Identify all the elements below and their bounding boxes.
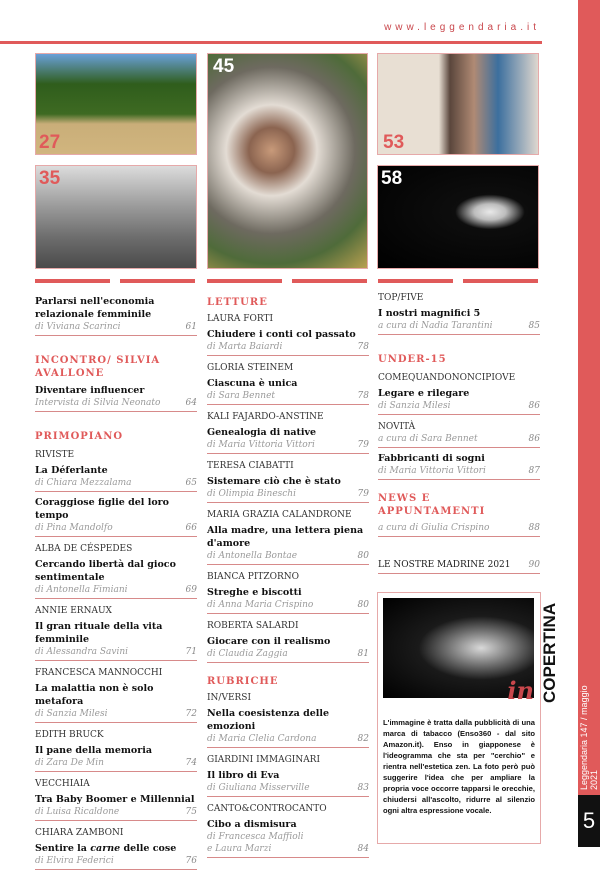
toc-title[interactable]: Coraggiose figlie del loro tempo (35, 497, 169, 521)
toc-page: 75 (185, 807, 197, 817)
toc-page: 66 (185, 523, 197, 533)
toc-byline: di Antonella Fimiani 69 (35, 584, 197, 599)
photo-page-number: 58 (381, 168, 403, 189)
toc-page: 80 (357, 551, 369, 561)
photo-woman-sack[interactable] (207, 53, 368, 269)
toc-title[interactable]: Giocare con il realismo (207, 636, 331, 647)
copertina-label: COPERTINA (540, 602, 559, 703)
toc-byline: di Pina Mandolfo 66 (35, 522, 197, 537)
toc-title[interactable]: Ciascuna è unica (207, 378, 298, 389)
toc-byline: di Luisa Ricaldone 75 (35, 806, 197, 821)
toc-title[interactable]: Cercando libertà dal gioco sentimentale (35, 559, 176, 583)
toc-page: 88 (528, 523, 540, 533)
separator-bar (35, 279, 110, 283)
section-heading-primopiano: PRIMOPIANO (35, 431, 124, 442)
toc-title[interactable]: Sistemare ciò che è stato (207, 476, 341, 487)
toc-byline: Intervista di Silvia Neonato 64 (35, 397, 197, 412)
toc-byline: a cura di Nadia Tarantini 85 (378, 320, 540, 335)
toc-page: 79 (357, 489, 369, 499)
toc-byline: di Viviana Scarinci 61 (35, 321, 197, 336)
toc-byline: di Claudia Zaggia 81 (207, 648, 369, 663)
toc-kicker: TOP/FIVE (378, 293, 424, 303)
toc-byline: di Maria Vittoria Vittori 87 (378, 465, 540, 480)
toc-kicker: BIANCA PITZORNO (207, 572, 300, 582)
toc-kicker: TERESA CIABATTI (207, 461, 294, 471)
toc-byline: di Maria Vittoria Vittori 79 (207, 439, 369, 454)
separator-bar (463, 279, 538, 283)
section-heading-under15: UNDER-15 (378, 354, 447, 365)
toc-page: 78 (357, 391, 369, 401)
separator-bar (207, 279, 282, 283)
toc-byline: di Alessandra Savini 71 (35, 646, 197, 661)
toc-kicker: ANNIE ERNAUX (35, 606, 112, 616)
toc-page: 69 (185, 585, 197, 595)
toc-title[interactable]: Nella coesistenza delle emozioni (207, 708, 330, 732)
toc-kicker: LAURA FORTI (207, 314, 273, 324)
toc-title[interactable]: Tra Baby Boomer e Millennial (35, 794, 195, 805)
toc-kicker: VECCHIAIA (35, 779, 90, 789)
toc-page: 80 (357, 600, 369, 610)
toc-title[interactable]: Diventare influencer (35, 385, 145, 396)
toc-title[interactable]: Sentire la carne delle cose (35, 843, 177, 854)
toc-byline: e Laura Marzi 84 (207, 843, 369, 858)
toc-byline: di Olimpia Bineschi 79 (207, 488, 369, 503)
toc-page: 64 (185, 398, 197, 408)
toc-byline: a cura di Giulia Crispino 88 (378, 522, 540, 537)
toc-page: 78 (357, 342, 369, 352)
toc-title[interactable]: Legare e rilegare (378, 388, 470, 399)
photo-page-number: 35 (39, 168, 61, 189)
toc-kicker: CANTO&CONTROCANTO (207, 804, 327, 814)
site-url[interactable]: www.leggendaria.it (384, 22, 540, 33)
toc-byline: di Antonella Bontae 80 (207, 550, 369, 565)
section-heading-rubriche: RUBRICHE (207, 676, 279, 687)
toc-kicker: KALI FAJARDO-ANSTINE (207, 412, 324, 422)
toc-madrine[interactable]: LE NOSTRE MADRINE 2021 90 (378, 559, 540, 574)
toc-title[interactable]: La Déferlante (35, 465, 108, 476)
toc-kicker: EDITH BRUCK (35, 730, 104, 740)
toc-page: 82 (357, 734, 369, 744)
toc-page: 83 (357, 783, 369, 793)
toc-title[interactable]: Chiudere i conti col passato (207, 329, 356, 340)
section-heading-incontro: INCONTRO/ SILVIA AVALLONE (35, 355, 161, 379)
toc-byline: di Sara Bennet 78 (207, 390, 369, 405)
photo-page-number: 53 (383, 132, 405, 153)
toc-page: 86 (528, 401, 540, 411)
toc-page: 74 (185, 758, 197, 768)
toc-page: 87 (528, 466, 540, 476)
side-bar (578, 0, 600, 847)
toc-page: 71 (185, 647, 197, 657)
separator-bar (378, 279, 453, 283)
toc-kicker: IN/VERSI (207, 693, 252, 703)
toc-kicker: CHIARA ZAMBONI (35, 828, 124, 838)
toc-title[interactable]: Streghe e biscotti (207, 587, 302, 598)
toc-title[interactable]: Fabbricanti di sogni (378, 453, 485, 464)
toc-column-2 (207, 292, 369, 862)
toc-title[interactable]: Il gran rituale della vita femminile (35, 621, 163, 645)
separator-bar (120, 279, 195, 283)
page-number: 5 (578, 795, 600, 847)
toc-title[interactable]: I nostri magnifici 5 (378, 308, 481, 319)
toc-title[interactable]: Alla madre, una lettera piena d'amore (207, 525, 364, 549)
photo-page-number: 45 (213, 56, 235, 77)
toc-title[interactable]: Cibo a dismisura (207, 819, 297, 830)
toc-page: 90 (528, 560, 540, 570)
toc-page: 81 (357, 649, 369, 659)
toc-byline: di Anna Maria Crispino 80 (207, 599, 369, 614)
toc-byline: di Giuliana Misserville 83 (207, 782, 369, 797)
toc-page: 79 (357, 440, 369, 450)
cover-box (377, 592, 541, 844)
toc-byline: di Maria Clelia Cardona 82 (207, 733, 369, 748)
toc-title[interactable]: Genealogia di native (207, 427, 317, 438)
toc-page: 86 (528, 434, 540, 444)
toc-kicker: ROBERTA SALARDI (207, 621, 299, 631)
section-heading-letture: LETTURE (207, 297, 268, 308)
toc-kicker: MARIA GRAZIA CALANDRONE (207, 510, 352, 520)
toc-kicker: ALBA DE CÉSPEDES (35, 544, 133, 554)
toc-kicker: GLORIA STEINEM (207, 363, 294, 373)
toc-page: 72 (185, 709, 197, 719)
toc-byline: di Zara De Min 74 (35, 757, 197, 772)
toc-byline-line1: di Francesca Maffioli (207, 832, 304, 842)
cover-caption: L'immagine è tratta dalla pubblicità di una marca di tabacco (Enso360 - dal sito Amazon.it). Enso in giapponese è l'ideogramma che sta per "cerchio" e rientra nell'estetica zen. La foto però può suggerire l'idea che per ampliare la propria voce occorre tapparsi le orecchie, chiudersi all'ascolto, ridurre al silenzio ogni altra espressione vocale. (383, 718, 535, 815)
toc-byline: di Chiara Mezzalama 65 (35, 477, 197, 492)
toc-page: 76 (185, 856, 197, 866)
separator-bar (292, 279, 367, 283)
toc-page: 65 (185, 478, 197, 488)
photo-dancers[interactable] (377, 165, 539, 269)
toc-byline: di Marta Baiardi 78 (207, 341, 369, 356)
toc-byline: di Sanzia Milesi 72 (35, 708, 197, 723)
toc-kicker: RIVISTE (35, 450, 75, 460)
toc-kicker: FRANCESCA MANNOCCHI (35, 668, 163, 678)
cover-in-label: in (507, 676, 534, 705)
toc-kicker: NOVITÀ (378, 422, 416, 432)
toc-page: 85 (528, 321, 540, 331)
photo-woman-phone[interactable] (35, 165, 197, 269)
photo-page-number: 27 (39, 132, 61, 153)
photo-woman-speaking[interactable] (377, 53, 539, 155)
toc-byline: di Sanzia Milesi 86 (378, 400, 540, 415)
photo-garden-sculptures[interactable] (35, 53, 197, 155)
top-rule (0, 41, 542, 44)
toc-column-3 (378, 292, 540, 578)
issue-label: Leggendaria 147 / maggio 2021 (579, 685, 599, 790)
toc-page: 84 (357, 844, 369, 854)
toc-title[interactable]: Parlarsi nell'economia relazionale femminile (35, 296, 155, 320)
toc-byline: di Elvira Federici 76 (35, 855, 197, 870)
toc-title[interactable]: La malattia non è solo metafora (35, 683, 154, 707)
toc-page: 61 (185, 322, 197, 332)
section-heading-news[interactable]: NEWS E APPUNTAMENTI (378, 493, 486, 517)
toc-column-1 (35, 292, 197, 874)
toc-byline[interactable]: a cura di Sara Bennet 86 (378, 433, 540, 448)
toc-kicker: GIARDINI IMMAGINARI (207, 755, 321, 765)
toc-title[interactable]: Il libro di Eva (207, 770, 280, 781)
toc-title[interactable]: Il pane della memoria (35, 745, 153, 756)
toc-kicker: COMEQUANDONONCIPIOVE (378, 373, 516, 383)
